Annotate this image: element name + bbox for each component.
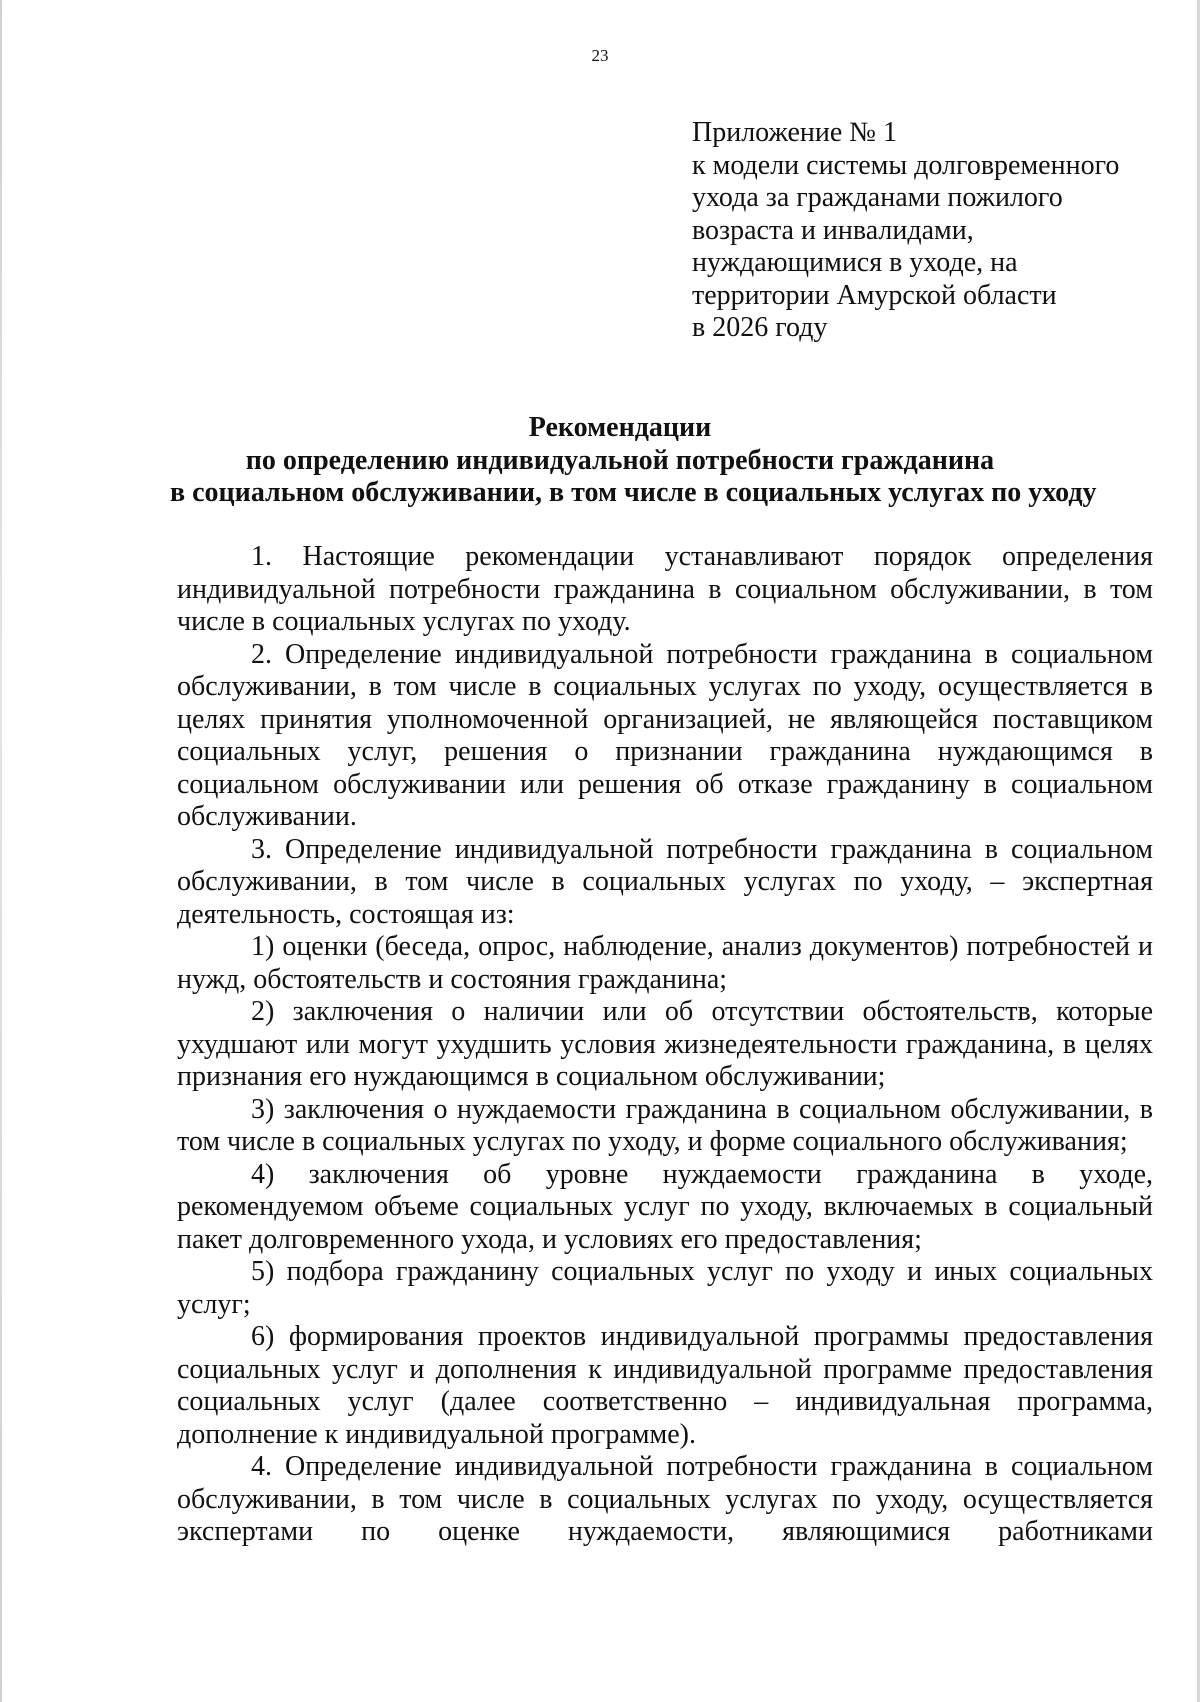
paragraph-3: 3. Определение индивидуальной потребности гражданина в социальном обслуживании, в том числе в социальных услугах по уходу, – экспертная деятельность, состоящая из: (177, 833, 1153, 930)
appendix-block (692, 117, 1152, 345)
appendix-line: возраста и инвалидами, (692, 214, 974, 246)
appendix-line: Приложение № 1 (692, 117, 897, 148)
list-item-6: 6) формирования проектов индивидуальной программы предоставления социальных услуг и дополнения к индивидуальной программе предоставления социальных услуг (далее соответственно – индивидуальная программа, дополнение к индивидуальной программе). (177, 1321, 1153, 1450)
paragraph-4: 4. Определение индивидуальной потребности гражданина в социальном обслуживании, в том числе в социальных услугах по уходу, осуществляется экспертами по оценке нуждаемости, являющимися работниками (177, 1451, 1153, 1547)
scan-left-edge (0, 0, 2, 1702)
title-line: Рекомендации (528, 412, 712, 443)
title-line: в социальном обслуживании, в том числе в социальных услугах по уходу (170, 477, 1097, 508)
appendix-line: нуждающимися в уходе, на (692, 247, 1018, 278)
document-body (177, 541, 1153, 1549)
list-item-4: 4) заключения об уровне нуждаемости гражданина в уходе, рекомендуемом объеме социальных услуг по уходу, включаемых в социальный пакет долговременного ухода, и условиях его предоставления; (177, 1158, 1153, 1255)
list-item-1: 1) оценки (беседа, опрос, наблюдение, анализ документов) потребностей и нужд, обстоятельств и состояния гражданина; (177, 931, 1153, 995)
page-number: 23 (591, 46, 609, 65)
appendix-line: территории Амурской области (692, 279, 1057, 311)
appendix-line: к модели системы долговременного (692, 149, 1120, 181)
title-line: по определению индивидуальной потребности гражданина (245, 444, 995, 476)
appendix-line: в 2026 году (692, 312, 828, 343)
list-item-5: 5) подбора гражданину социальных услуг по уходу и иных социальных услуг; (177, 1256, 1153, 1320)
document-title (170, 412, 1097, 510)
list-item-3: 3) заключения о нуждаемости гражданина в социальном обслуживании, в том числе в социальных услугах по уходу, и форме социального обслуживания; (177, 1093, 1153, 1157)
appendix-line: ухода за гражданами пожилого (692, 182, 1063, 213)
list-item-2: 2) заключения о наличии или об отсутствии обстоятельств, которые ухудшают или могут ухудшить условия жизнедеятельности гражданина, в целях признания его нуждающимся в социальном обслуживании; (177, 996, 1153, 1092)
paragraph-1: 1. Настоящие рекомендации устанавливают порядок определения индивидуальной потребности гражданина в социальном обслуживании, в том числе в социальных услугах по уходу. (177, 541, 1153, 637)
paragraph-2: 2. Определение индивидуальной потребности гражданина в социальном обслуживании, в том числе в социальных услугах по уходу, осуществляется в целях принятия уполномоченной организацией, не являющейся поставщиком социальных услуг, решения о признании гражданина нуждающимся в социальном обслуживании или решения об отказе гражданину в социальном обслуживании. (177, 638, 1153, 832)
